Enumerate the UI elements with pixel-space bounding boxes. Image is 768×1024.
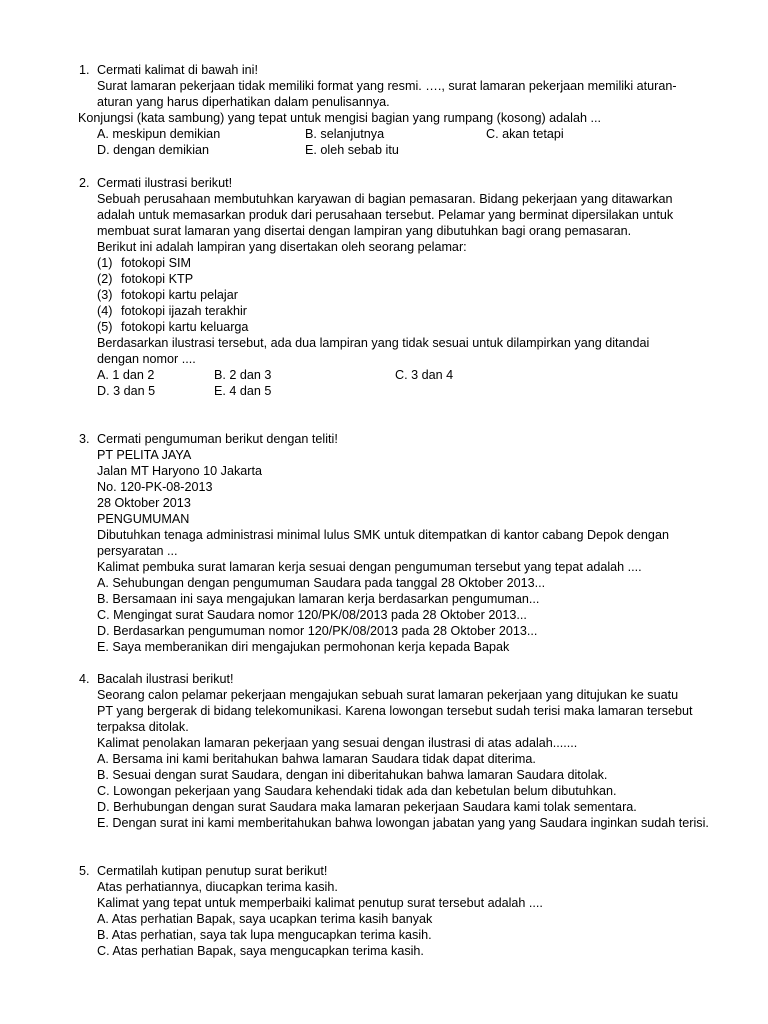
question-number: 5. (79, 864, 90, 878)
question-4 (79, 671, 759, 831)
option-a[interactable]: A. Bersama ini kami beritahukan bahwa lamaran Saudara tidak dapat diterima. (97, 752, 536, 766)
answer-options (97, 911, 759, 959)
question-title: Cermati ilustrasi berikut! (97, 176, 233, 190)
question-1 (79, 62, 759, 158)
list-item: (1) fotokopi SIM (97, 256, 191, 270)
question-number: 4. (79, 672, 90, 686)
question-2 (79, 175, 759, 399)
option-e[interactable]: E. Dengan surat ini kami memberitahukan bahwa lowongan jabatan yang yang Saudara inginkan sudah terisi. (97, 816, 709, 830)
question-text: Sebuah perusahaan membutuhkan karyawan di bagian pemasaran. Bidang pekerjaan yang ditawarkan adalah untuk memasarkan produk dari perusahaan tersebut. Pelamar yang berminat dipersilakan untuk membuat surat lamaran yang disertai dengan lampiran yang dibutuhkan bagi orang pemasaran. (97, 192, 674, 238)
question-number: 3. (79, 432, 90, 446)
closing-quote: Atas perhatiannya, diucapkan terima kasih. (97, 880, 338, 894)
company-name: PT PELITA JAYA (97, 448, 192, 462)
question-prompt: Kalimat penolakan lamaran pekerjaan yang sesuai dengan ilustrasi di atas adalah....... (97, 736, 578, 750)
option-b[interactable]: B. Sesuai dengan surat Saudara, dengan ini diberitahukan bahwa lamaran Saudara ditolak. (97, 768, 608, 782)
question-5 (79, 863, 759, 959)
question-prompt: Kalimat pembuka surat lamaran kerja sesuai dengan pengumuman tersebut yang tepat adalah .... (97, 560, 642, 574)
announcement-body: Dibutuhkan tenaga administrasi minimal lulus SMK untuk ditempatkan di kantor cabang Depok dengan persyaratan ... (97, 528, 669, 558)
list-item: (5) fotokopi kartu keluarga (97, 320, 249, 334)
option-b[interactable]: B. 2 dan 3 (214, 368, 272, 382)
question-prompt: Kalimat yang tepat untuk memperbaiki kalimat penutup surat tersebut adalah .... (97, 896, 543, 910)
question-title: Cermatilah kutipan penutup surat berikut! (97, 864, 328, 878)
option-b[interactable]: B. Atas perhatian, saya tak lupa mengucapkan terima kasih. (97, 928, 432, 942)
list-item: (4) fotokopi ijazah terakhir (97, 304, 248, 318)
letter-date: 28 Oktober 2013 (97, 496, 191, 510)
option-d[interactable]: D. dengan demikian (97, 143, 210, 157)
answer-options (97, 367, 759, 399)
option-a[interactable]: A. Sehubungan dengan pengumuman Saudara pada tanggal 28 Oktober 2013... (97, 576, 546, 590)
option-c[interactable]: C. 3 dan 4 (395, 368, 454, 382)
option-b[interactable]: B. selanjutnya (305, 127, 385, 141)
option-c[interactable]: C. Atas perhatian Bapak, saya mengucapkan terima kasih. (97, 944, 424, 958)
option-a[interactable]: A. meskipun demikian (97, 127, 221, 141)
attachment-list (97, 255, 759, 335)
answer-options (97, 575, 759, 655)
option-b[interactable]: B. Bersamaan ini saya mengajukan lamaran kerja berdasarkan pengumuman... (97, 592, 540, 606)
question-prompt: Berdasarkan ilustrasi tersebut, ada dua lampiran yang tidak sesuai untuk dilampirkan yang ditandai dengan nomor .... (97, 336, 650, 366)
question-number: 2. (79, 176, 90, 190)
question-title: Cermati pengumuman berikut dengan teliti! (97, 432, 338, 446)
question-prompt: Konjungsi (kata sambung) yang tepat untuk mengisi bagian yang rumpang (kosong) adalah ... (78, 111, 601, 125)
question-text: Surat lamaran pekerjaan tidak memiliki format yang resmi. …., surat lamaran pekerjaan memiliki aturan-aturan yang harus diperhatikan dalam penulisannya. (97, 79, 677, 109)
company-address: Jalan MT Haryono 10 Jakarta (97, 464, 262, 478)
question-number: 1. (79, 63, 90, 77)
option-a[interactable]: A. 1 dan 2 (97, 368, 155, 382)
question-text: Seorang calon pelamar pekerjaan mengajukan sebuah surat lamaran pekerjaan yang ditujukan ke suatu PT yang bergerak di bidang telekomunikasi. Karena lowongan tersebut sudah terisi maka lamaran tersebut terpaksa ditolak. (97, 688, 693, 734)
list-item: (3) fotokopi kartu pelajar (97, 288, 238, 302)
option-c[interactable]: C. Lowongan pekerjaan yang Saudara kehendaki tidak ada dan kebetulan belum dibutuhkan. (97, 784, 617, 798)
list-intro: Berikut ini adalah lampiran yang disertakan oleh seorang pelamar: (97, 240, 467, 254)
option-d[interactable]: D. Berdasarkan pengumuman nomor 120/PK/08/2013 pada 28 Oktober 2013... (97, 624, 538, 638)
option-c[interactable]: C. akan tetapi (486, 127, 564, 141)
list-item: (2) fotokopi KTP (97, 272, 194, 286)
option-d[interactable]: D. 3 dan 5 (97, 384, 156, 398)
question-title: Cermati kalimat di bawah ini! (97, 63, 258, 77)
option-a[interactable]: A. Atas perhatian Bapak, saya ucapkan terima kasih banyak (97, 912, 433, 926)
letter-number: No. 120-PK-08-2013 (97, 480, 213, 494)
answer-options (97, 126, 759, 158)
question-3 (79, 431, 759, 655)
answer-options (97, 751, 759, 831)
question-title: Bacalah ilustrasi berikut! (97, 672, 234, 686)
announcement-heading: PENGUMUMAN (97, 512, 190, 526)
option-e[interactable]: E. 4 dan 5 (214, 384, 272, 398)
option-d[interactable]: D. Berhubungan dengan surat Saudara maka lamaran pekerjaan Saudara kami tolak sementara. (97, 800, 637, 814)
option-e[interactable]: E. oleh sebab itu (305, 143, 399, 157)
option-c[interactable]: C. Mengingat surat Saudara nomor 120/PK/08/2013 pada 28 Oktober 2013... (97, 608, 527, 622)
option-e[interactable]: E. Saya memberanikan diri mengajukan permohonan kerja kepada Bapak (97, 640, 510, 654)
